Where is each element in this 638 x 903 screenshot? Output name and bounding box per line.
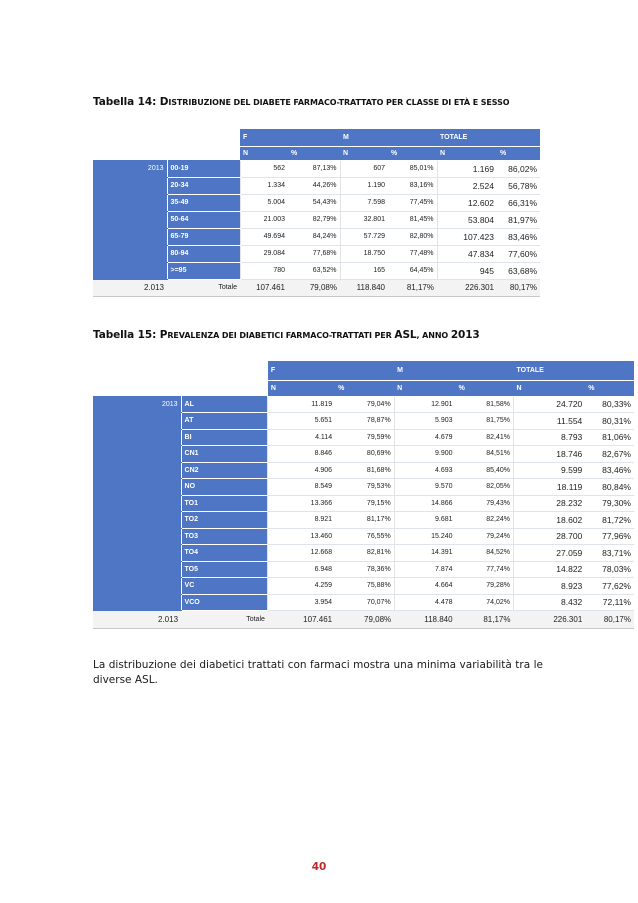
total-cell: 81,17% — [456, 611, 514, 629]
value-cell: 8.793 — [513, 429, 585, 446]
value-cell: 77,68% — [288, 245, 340, 262]
sub-header: N — [394, 380, 455, 396]
value-cell: 79,04% — [335, 396, 394, 413]
header-corner — [93, 146, 167, 160]
table-row — [93, 528, 634, 545]
value-cell: 4.679 — [394, 429, 455, 446]
value-cell: 8.921 — [268, 512, 335, 529]
year-cell — [93, 245, 167, 262]
value-cell: 165 — [340, 262, 388, 279]
value-cell: 79,43% — [456, 495, 514, 512]
table-15-body — [93, 396, 634, 611]
sub-header-row — [93, 380, 634, 396]
value-cell: 56,78% — [497, 177, 540, 194]
value-cell: 77,62% — [585, 578, 634, 595]
value-cell: 780 — [240, 262, 288, 279]
sub-header: N — [268, 380, 335, 396]
value-cell: 5.004 — [240, 194, 288, 211]
value-cell: 8.846 — [268, 446, 335, 463]
value-cell: 607 — [340, 160, 388, 177]
table-row — [93, 479, 634, 496]
value-cell: 81,68% — [335, 462, 394, 479]
value-cell: 77,74% — [456, 561, 514, 578]
category-cell: TO2 — [181, 512, 268, 529]
value-cell: 84,51% — [456, 446, 514, 463]
header-corner — [93, 361, 181, 380]
value-cell: 21.003 — [240, 211, 288, 228]
table-row — [93, 194, 540, 211]
value-cell: 11.554 — [513, 413, 585, 430]
value-cell: 81,72% — [585, 512, 634, 529]
value-cell: 57.729 — [340, 228, 388, 245]
year-cell — [93, 462, 181, 479]
category-cell: TO4 — [181, 545, 268, 562]
value-cell: 72,11% — [585, 594, 634, 611]
category-cell: 50-64 — [167, 211, 240, 228]
category-cell: VC — [181, 578, 268, 595]
value-cell: 80,31% — [585, 413, 634, 430]
value-cell: 28.700 — [513, 528, 585, 545]
value-cell: 14.391 — [394, 545, 455, 562]
value-cell: 5.651 — [268, 413, 335, 430]
value-cell: 18.746 — [513, 446, 585, 463]
category-cell: 65-79 — [167, 228, 240, 245]
category-cell: CN2 — [181, 462, 268, 479]
value-cell: 15.240 — [394, 528, 455, 545]
sub-header: % — [335, 380, 394, 396]
value-cell: 18.602 — [513, 512, 585, 529]
value-cell: 562 — [240, 160, 288, 177]
value-cell: 12.901 — [394, 396, 455, 413]
header-corner — [167, 129, 240, 146]
value-cell: 24.720 — [513, 396, 585, 413]
value-cell: 81,17% — [335, 512, 394, 529]
value-cell: 81,75% — [456, 413, 514, 430]
category-cell: CN1 — [181, 446, 268, 463]
year-cell — [93, 446, 181, 463]
total-label: Totale — [167, 279, 240, 296]
group-header-row — [93, 129, 540, 146]
value-cell: 77,60% — [497, 245, 540, 262]
table-row — [93, 594, 634, 611]
value-cell: 86,02% — [497, 160, 540, 177]
header-corner — [93, 380, 181, 396]
total-cell: 118.840 — [394, 611, 455, 629]
body-paragraph: La distribuzione dei diabetici trattati con farmaci mostra una minima variabilità tra le diverse ASL. — [93, 659, 543, 686]
value-cell: 53.804 — [437, 211, 497, 228]
year-cell — [93, 262, 167, 279]
sub-header: % — [456, 380, 514, 396]
year-cell — [93, 228, 167, 245]
value-cell: 63,68% — [497, 262, 540, 279]
year-cell — [93, 495, 181, 512]
value-cell: 54,43% — [288, 194, 340, 211]
value-cell: 81,06% — [585, 429, 634, 446]
value-cell: 8.432 — [513, 594, 585, 611]
value-cell: 76,55% — [335, 528, 394, 545]
header-corner — [181, 361, 268, 380]
value-cell: 74,02% — [456, 594, 514, 611]
total-year: 2.013 — [93, 611, 181, 629]
value-cell: 107.423 — [437, 228, 497, 245]
value-cell: 77,48% — [388, 245, 437, 262]
table-row — [93, 429, 634, 446]
table-14-body — [93, 160, 540, 279]
value-cell: 78,36% — [335, 561, 394, 578]
table-row — [93, 462, 634, 479]
total-row — [93, 279, 540, 296]
year-cell — [93, 528, 181, 545]
year-cell — [93, 479, 181, 496]
table-15 — [93, 361, 634, 629]
value-cell: 9.900 — [394, 446, 455, 463]
sub-header: N — [513, 380, 585, 396]
category-cell: 35-49 — [167, 194, 240, 211]
value-cell: 3.954 — [268, 594, 335, 611]
category-cell: AT — [181, 413, 268, 430]
value-cell: 2.524 — [437, 177, 497, 194]
category-cell: NO — [181, 479, 268, 496]
total-cell: 81,17% — [388, 279, 437, 296]
caption-text: REVALENZA DEI DIABETICI FARMACO-TRATTATI PER — [167, 331, 395, 340]
value-cell: 18.119 — [513, 479, 585, 496]
value-cell: 945 — [437, 262, 497, 279]
value-cell: 82,41% — [456, 429, 514, 446]
value-cell: 81,45% — [388, 211, 437, 228]
year-cell — [93, 177, 167, 194]
value-cell: 84,52% — [456, 545, 514, 562]
total-cell: 107.461 — [268, 611, 335, 629]
table-14-caption — [93, 96, 509, 108]
value-cell: 84,24% — [288, 228, 340, 245]
year-cell — [93, 578, 181, 595]
total-cell: 80,17% — [585, 611, 634, 629]
value-cell: 4.259 — [268, 578, 335, 595]
sub-header: % — [585, 380, 634, 396]
sub-header: % — [497, 146, 540, 160]
table-row — [93, 245, 540, 262]
value-cell: 77,96% — [585, 528, 634, 545]
value-cell: 9.599 — [513, 462, 585, 479]
value-cell: 4.664 — [394, 578, 455, 595]
value-cell: 6.948 — [268, 561, 335, 578]
value-cell: 77,45% — [388, 194, 437, 211]
value-cell: 18.750 — [340, 245, 388, 262]
caption-text-2: , ANNO — [416, 331, 451, 340]
value-cell: 14.866 — [394, 495, 455, 512]
value-cell: 79,24% — [456, 528, 514, 545]
value-cell: 4.114 — [268, 429, 335, 446]
year-cell — [93, 545, 181, 562]
header-m: M — [340, 129, 437, 146]
value-cell: 32.801 — [340, 211, 388, 228]
value-cell: 85,40% — [456, 462, 514, 479]
caption-year: 2013 — [450, 329, 480, 341]
value-cell: 75,88% — [335, 578, 394, 595]
year-cell — [93, 561, 181, 578]
category-cell: TO1 — [181, 495, 268, 512]
caption-prefix: Tabella 14: — [93, 96, 160, 108]
value-cell: 5.903 — [394, 413, 455, 430]
category-cell: >=95 — [167, 262, 240, 279]
caption-initial: D — [159, 96, 169, 108]
value-cell: 11.819 — [268, 396, 335, 413]
table-row — [93, 578, 634, 595]
value-cell: 4.693 — [394, 462, 455, 479]
table-row — [93, 512, 634, 529]
value-cell: 80,69% — [335, 446, 394, 463]
value-cell: 83,46% — [585, 462, 634, 479]
value-cell: 79,30% — [585, 495, 634, 512]
caption-initial: P — [159, 329, 168, 341]
total-cell: 226.301 — [513, 611, 585, 629]
sub-header: % — [388, 146, 437, 160]
value-cell: 8.923 — [513, 578, 585, 595]
value-cell: 44,26% — [288, 177, 340, 194]
header-f: F — [268, 361, 394, 380]
value-cell: 47.834 — [437, 245, 497, 262]
value-cell: 4.478 — [394, 594, 455, 611]
header-totale: TOTALE — [437, 129, 540, 146]
value-cell: 70,07% — [335, 594, 394, 611]
header-m: M — [394, 361, 513, 380]
value-cell: 83,46% — [497, 228, 540, 245]
header-corner — [93, 129, 167, 146]
value-cell: 29.084 — [240, 245, 288, 262]
value-cell: 13.460 — [268, 528, 335, 545]
value-cell: 14.822 — [513, 561, 585, 578]
sub-header-row — [93, 146, 540, 160]
page-number: 40 — [311, 861, 327, 873]
caption-asl: ASL — [394, 329, 417, 341]
group-header-row — [93, 361, 634, 380]
table-row — [93, 177, 540, 194]
sub-header: % — [288, 146, 340, 160]
total-cell: 79,08% — [288, 279, 340, 296]
category-cell: 00-19 — [167, 160, 240, 177]
sub-header: N — [240, 146, 288, 160]
value-cell: 82,79% — [288, 211, 340, 228]
value-cell: 79,59% — [335, 429, 394, 446]
total-row — [93, 611, 634, 629]
table-row — [93, 211, 540, 228]
value-cell: 79,15% — [335, 495, 394, 512]
table-row — [93, 396, 634, 413]
year-cell — [93, 594, 181, 611]
value-cell: 64,45% — [388, 262, 437, 279]
value-cell: 80,33% — [585, 396, 634, 413]
category-cell: TO5 — [181, 561, 268, 578]
category-cell: TO3 — [181, 528, 268, 545]
value-cell: 7.598 — [340, 194, 388, 211]
table-14 — [93, 129, 540, 297]
value-cell: 83,71% — [585, 545, 634, 562]
table-row — [93, 262, 540, 279]
table-row — [93, 545, 634, 562]
category-cell: 80-94 — [167, 245, 240, 262]
caption-text: ISTRIBUZIONE DEL DIABETE FARMACO-TRATTATO PER CLASSE DI ETÀ E SESSO — [168, 98, 510, 107]
value-cell: 82,80% — [388, 228, 437, 245]
category-cell: 20-34 — [167, 177, 240, 194]
table-row — [93, 228, 540, 245]
header-corner — [167, 146, 240, 160]
value-cell: 83,16% — [388, 177, 437, 194]
category-cell: AL — [181, 396, 268, 413]
total-cell: 107.461 — [240, 279, 288, 296]
sub-header: N — [437, 146, 497, 160]
total-cell: 80,17% — [497, 279, 540, 296]
value-cell: 82,24% — [456, 512, 514, 529]
header-totale: TOTALE — [513, 361, 634, 380]
table-row — [93, 160, 540, 177]
value-cell: 87,13% — [288, 160, 340, 177]
value-cell: 81,58% — [456, 396, 514, 413]
value-cell: 80,84% — [585, 479, 634, 496]
value-cell: 28.232 — [513, 495, 585, 512]
value-cell: 13.366 — [268, 495, 335, 512]
total-cell: 79,08% — [335, 611, 394, 629]
value-cell: 12.602 — [437, 194, 497, 211]
table-row — [93, 446, 634, 463]
year-cell: 2013 — [93, 396, 181, 413]
year-cell — [93, 413, 181, 430]
sub-header: N — [340, 146, 388, 160]
value-cell: 79,28% — [456, 578, 514, 595]
value-cell: 27.059 — [513, 545, 585, 562]
year-cell — [93, 429, 181, 446]
category-cell: BI — [181, 429, 268, 446]
value-cell: 8.549 — [268, 479, 335, 496]
total-year: 2.013 — [93, 279, 167, 296]
value-cell: 9.570 — [394, 479, 455, 496]
year-cell: 2013 — [93, 160, 167, 177]
value-cell: 12.668 — [268, 545, 335, 562]
category-cell: VCO — [181, 594, 268, 611]
value-cell: 82,81% — [335, 545, 394, 562]
value-cell: 49.694 — [240, 228, 288, 245]
caption-prefix: Tabella 15: — [93, 329, 160, 341]
value-cell: 82,05% — [456, 479, 514, 496]
header-f: F — [240, 129, 340, 146]
value-cell: 82,67% — [585, 446, 634, 463]
value-cell: 81,97% — [497, 211, 540, 228]
year-cell — [93, 512, 181, 529]
value-cell: 1.334 — [240, 177, 288, 194]
value-cell: 7.874 — [394, 561, 455, 578]
table-15-caption — [93, 329, 480, 341]
table-row — [93, 413, 634, 430]
table-row — [93, 561, 634, 578]
table-row — [93, 495, 634, 512]
value-cell: 79,53% — [335, 479, 394, 496]
value-cell: 66,31% — [497, 194, 540, 211]
total-cell: 226.301 — [437, 279, 497, 296]
value-cell: 1.190 — [340, 177, 388, 194]
value-cell: 78,87% — [335, 413, 394, 430]
year-cell — [93, 211, 167, 228]
header-corner — [181, 380, 268, 396]
total-label: Totale — [181, 611, 268, 629]
value-cell: 78,03% — [585, 561, 634, 578]
total-cell: 118.840 — [340, 279, 388, 296]
value-cell: 85,01% — [388, 160, 437, 177]
value-cell: 1.169 — [437, 160, 497, 177]
value-cell: 4.906 — [268, 462, 335, 479]
year-cell — [93, 194, 167, 211]
value-cell: 9.681 — [394, 512, 455, 529]
value-cell: 63,52% — [288, 262, 340, 279]
